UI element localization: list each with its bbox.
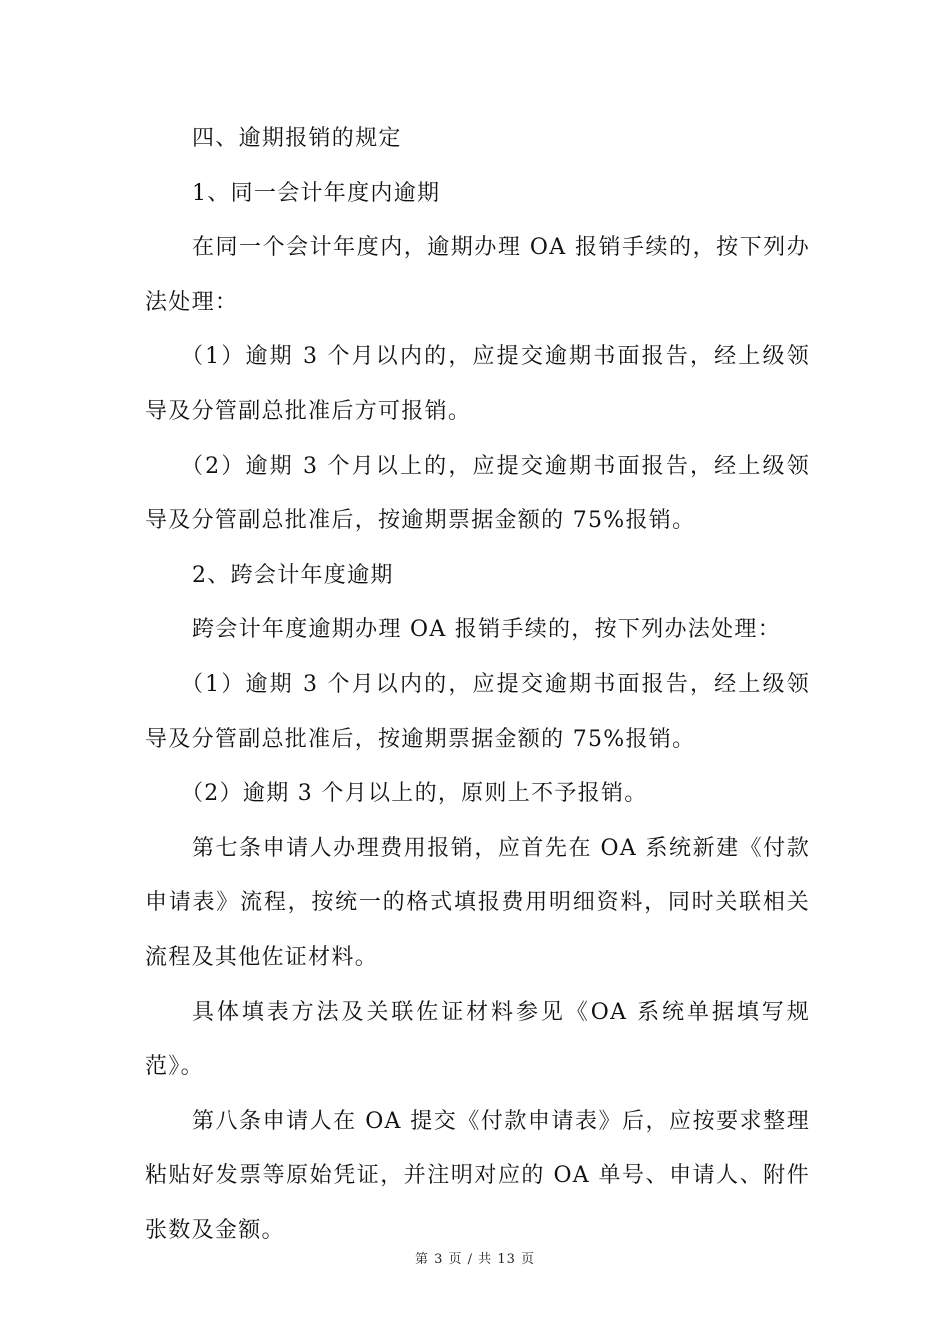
body-paragraph: 在同一个会计年度内，逾期办理 OA 报销手续的，按下列办法处理：: [145, 235, 810, 315]
article-paragraph: 第八条申请人在 OA 提交《付款申请表》后，应按要求整理粘贴好发票等原始凭证，并注明对应的 OA 单号、申请人、附件张数及金额。: [145, 1108, 810, 1243]
list-item: （2）逾期 3 个月以上的，应提交逾期书面报告，经上级领导及分管副总批准后，按逾期票据金额的 75%报销。: [145, 453, 810, 534]
document-body: [145, 112, 810, 1258]
list-item: （1）逾期 3 个月以内的，应提交逾期书面报告，经上级领导及分管副总批准后，按逾期票据金额的 75%报销。: [145, 671, 810, 752]
list-item: （2）逾期 3 个月以上的，原则上不予报销。: [181, 781, 648, 807]
page-number-footer: 第 3 页 / 共 13 页: [415, 1252, 535, 1267]
list-item: （1）逾期 3 个月以内的，应提交逾期书面报告，经上级领导及分管副总批准后方可报销。: [145, 344, 810, 424]
body-paragraph: 具体填表方法及关联佐证材料参见《OA 系统单据填写规范》。: [145, 999, 810, 1080]
subsection-heading: 2、跨会计年度逾期: [192, 562, 394, 588]
subsection-heading: 1、同一会计年度内逾期: [192, 180, 441, 206]
article-paragraph: 第七条申请人办理费用报销，应首先在 OA 系统新建《付款申请表》流程，按统一的格式填报费用明细资料，同时关联相关流程及其他佐证材料。: [145, 835, 810, 970]
body-paragraph: 跨会计年度逾期办理 OA 报销手续的，按下列办法处理：: [192, 617, 782, 643]
section-heading: 四、逾期报销的规定: [192, 126, 402, 151]
